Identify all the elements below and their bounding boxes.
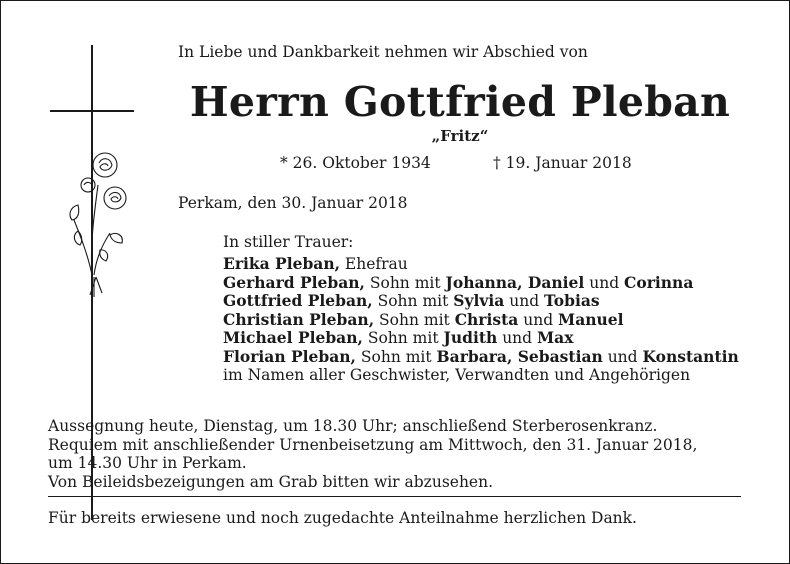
mourner-line <box>223 255 739 274</box>
mourner-name: Gerhard Pleban, <box>223 272 365 292</box>
mourner-name: Tobias <box>544 291 600 310</box>
mourner-name: Michael Pleban, <box>223 328 363 347</box>
nickname: „Fritz“ <box>431 127 489 145</box>
footer-line: Aussegnung heute, Dienstag, um 18.30 Uhr; anschließend Sterberosenkranz. <box>48 417 658 435</box>
mourner-name: Sylvia <box>453 291 505 310</box>
place-and-date: Perkam, den 30. Januar 2018 <box>178 194 408 212</box>
mourner-line <box>223 292 739 311</box>
mourner-line <box>223 274 739 293</box>
mourner-line <box>223 348 739 367</box>
mourner-relation: und <box>497 329 538 347</box>
mourner-relation: Sohn mit <box>362 329 444 347</box>
mourner-relation: und <box>602 347 643 366</box>
mourner-relation: Sohn mit <box>364 273 446 292</box>
mourner-line <box>223 329 739 348</box>
mourner-relation: und <box>518 310 559 329</box>
mourner-line <box>223 311 739 330</box>
mourners-heading: In stiller Trauer: <box>223 233 354 251</box>
mourner-name: Florian Pleban, <box>223 346 356 366</box>
mourner-name: Erika Pleban, <box>223 254 340 273</box>
footer-line: um 14.30 Uhr in Perkam. <box>48 454 247 472</box>
mourner-name: Max <box>537 328 574 347</box>
mourner-name: Christa <box>454 309 519 329</box>
divider <box>48 496 741 497</box>
mourner-name: Barbara, Sebastian <box>436 346 603 366</box>
mourner-name: Konstantin <box>642 346 739 366</box>
death-date: † 19. Januar 2018 <box>493 154 632 172</box>
mourner-relation: Ehefrau <box>340 255 408 273</box>
intro-text: In Liebe und Dankbarkeit nehmen wir Abschied von <box>178 43 588 61</box>
mourner-name: Judith <box>443 328 498 347</box>
mourner-relation: Sohn mit <box>372 292 454 310</box>
mourner-relation: Sohn mit <box>374 310 455 329</box>
mourner-name: Gottfried Pleban, <box>223 291 373 310</box>
footer-text <box>48 417 697 491</box>
mourner-line <box>223 366 739 385</box>
mourner-relation: Sohn mit <box>355 347 437 366</box>
mourner-relation: im Namen aller Geschwister, Verwandten und Angehörigen <box>223 366 691 384</box>
mourner-relation: und <box>504 292 545 310</box>
mourner-name: Christian Pleban, <box>223 309 375 329</box>
mourner-name: Manuel <box>558 309 624 329</box>
birth-date: * 26. Oktober 1934 <box>280 154 431 172</box>
mourners-list <box>223 255 739 385</box>
mourner-relation: und <box>584 273 625 292</box>
mourner-name: Corinna <box>624 272 694 292</box>
deceased-name: Herrn Gottfried Pleban <box>189 78 731 126</box>
footer-line: Von Beileidsbezeigungen am Grab bitten wir abzusehen. <box>48 472 494 491</box>
mourner-name: Johanna, Daniel <box>445 272 585 292</box>
thanks-text: Für bereits erwiesene und noch zugedachte Anteilnahme herzlichen Dank. <box>48 509 637 527</box>
footer-line: Requiem mit anschließender Urnenbeisetzung am Mittwoch, den 31. Januar 2018, <box>48 435 698 454</box>
